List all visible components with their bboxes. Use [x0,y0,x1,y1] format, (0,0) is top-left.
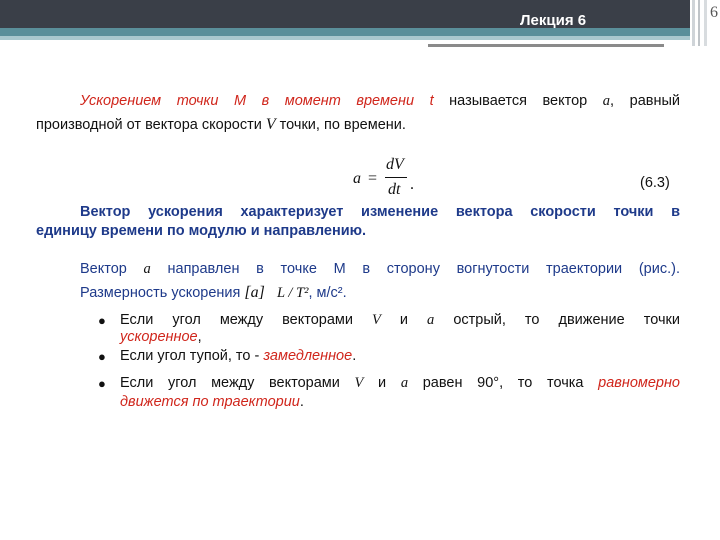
vector-v-symbol: V [354,375,364,391]
bullet-3-line-1: Если угол между векторами V и a равен 90°, то точка равномерно [120,375,680,391]
bullet-1-line-2: ускоренное, [120,329,202,345]
vector-a-symbol: a [427,312,435,328]
formula-lhs: a [353,170,361,187]
bullet-marker: ● [98,313,106,328]
header-bar [0,0,690,28]
dimension-bracket: [a] [244,284,265,301]
formula-equals: = [368,170,378,187]
vector-a-symbol: a [143,261,151,277]
paragraph-2-line-2: единицу времени по модулю и направлению. [36,223,367,239]
formula-denominator: dt [388,181,401,198]
formula-numerator: dV [386,156,404,173]
paragraph-3-line-1: Вектор a направлен в точке М в сторону вогнутости траектории (рис.). [80,261,680,277]
header-accent-stripe-light [0,36,690,40]
uniform-term: равномерно [598,375,680,391]
definition-line-2: производной от вектора скорости V точки, по времени. [36,116,406,133]
definition-line-1 [80,92,680,110]
vector-v-symbol: V [265,116,276,133]
slide-title: Лекция 6 [520,12,587,29]
bullet-marker: ● [98,376,106,391]
bullet-marker: ● [98,349,106,364]
formula-dot: . [410,176,414,193]
definition-text-end: , равный [610,93,680,109]
formula-fraction-bar [385,177,407,178]
dimension-units: L / T² [276,285,309,301]
paragraph-3-line-2: Размерность ускорения [a] L / T², м/с². [80,284,347,301]
bullet-2: Если угол тупой, то - замедленное. [120,348,357,364]
header-underline [428,44,664,47]
uniform-motion-term: движется по траектории [120,394,300,410]
accelerated-term: ускоренное [120,329,198,345]
side-decoration-bar [698,0,700,46]
side-decoration-bar [704,0,707,46]
bullet-1-line-1: Если угол между векторами V и a острый, то движение точки [120,312,680,328]
side-decoration-bar [692,0,695,46]
vector-a-symbol: a [400,375,409,391]
paragraph-2-line-1: Вектор ускорения характеризует изменение вектора скорости точки в [80,204,680,220]
definition-text: называется вектор [433,93,603,109]
formula-number: (6.3) [640,175,670,191]
header-accent-stripe [0,28,690,36]
decelerated-term: замедленное [263,348,353,364]
page-number: 6 [710,4,718,21]
definition-term: Ускорением точки М в момент времени t [80,93,434,109]
vector-a-symbol: a [602,93,611,109]
bullet-3-line-2: движется по траектории. [120,394,304,410]
vector-v-symbol: V [372,312,381,328]
